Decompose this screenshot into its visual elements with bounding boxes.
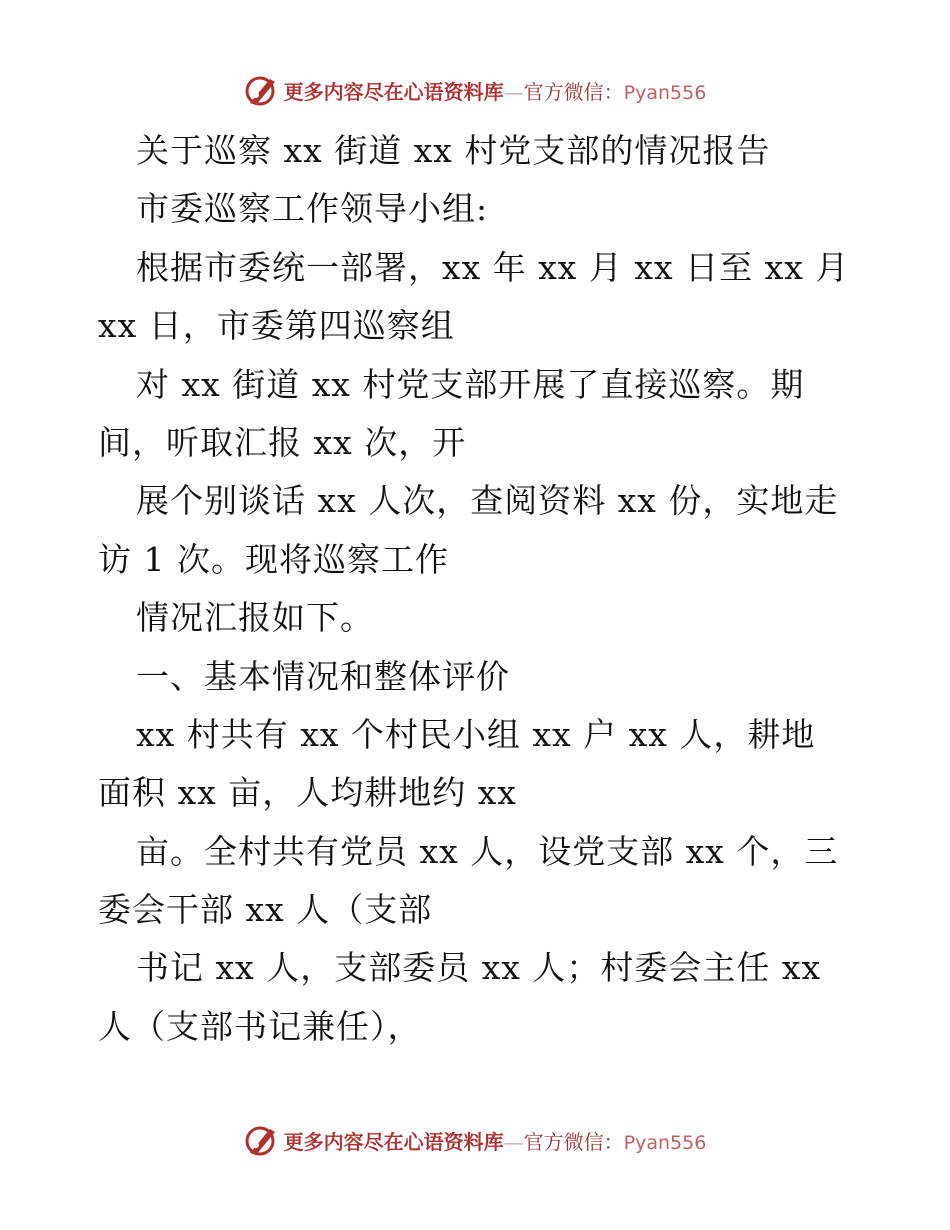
paragraph-line: xx 日，市委第四巡察组 bbox=[98, 306, 455, 346]
watermark-dash: — bbox=[503, 79, 524, 104]
paragraph-line: 委会干部 xx 人（支部 bbox=[98, 890, 433, 930]
footer-watermark bbox=[0, 1120, 950, 1160]
watermark-text bbox=[284, 76, 707, 105]
paragraph-line: 对 xx 街道 xx 村党支部开展了直接巡察。期 bbox=[136, 364, 805, 404]
header-watermark bbox=[0, 70, 950, 110]
paragraph-line: 面积 xx 亩，人均耕地约 xx bbox=[98, 773, 517, 813]
watermark-slogan: 更多内容尽在心语资料库 bbox=[283, 79, 504, 104]
watermark-wechat-label: 官方微信： bbox=[523, 79, 624, 104]
watermark-slogan: 更多内容尽在心语资料库 bbox=[283, 1129, 504, 1154]
pen-circle-logo-icon bbox=[244, 73, 278, 107]
paragraph-line: 人（支部书记兼任）， bbox=[98, 1006, 422, 1046]
paragraph-line: xx 村共有 xx 个村民小组 xx 户 xx 人，耕地 bbox=[136, 714, 816, 754]
watermark-wechat-label: 官方微信： bbox=[523, 1129, 624, 1154]
watermark-text bbox=[284, 1126, 707, 1155]
paragraph-line: 间，听取汇报 xx 次，开 bbox=[98, 422, 467, 462]
paragraph-line: 情况汇报如下。 bbox=[136, 598, 374, 638]
watermark-wechat-id: Pyan556 bbox=[623, 81, 707, 104]
paragraph-line: 展个别谈话 xx 人次，查阅资料 xx 份，实地走 bbox=[136, 481, 839, 521]
paragraph-line: 书记 xx 人，支部委员 xx 人；村委会主任 xx bbox=[136, 948, 822, 988]
watermark-wechat-id: Pyan556 bbox=[623, 1131, 707, 1154]
paragraph-line: 亩。全村共有党员 xx 人，设党支部 xx 个，三 bbox=[136, 831, 839, 871]
document-body bbox=[98, 122, 858, 1056]
paragraph-line: 访 1 次。现将巡察工作 bbox=[98, 539, 449, 579]
paragraph-line: 根据市委统一部署，xx 年 xx 月 xx 日至 xx 月 bbox=[136, 247, 850, 287]
pen-circle-logo-icon bbox=[244, 1123, 278, 1157]
salutation: 市委巡察工作领导小组: bbox=[136, 189, 489, 229]
watermark-dash: — bbox=[503, 1129, 524, 1154]
section-heading: 一、基本情况和整体评价 bbox=[136, 656, 510, 696]
document-title: 关于巡察 xx 街道 xx 村党支部的情况报告 bbox=[136, 131, 771, 170]
